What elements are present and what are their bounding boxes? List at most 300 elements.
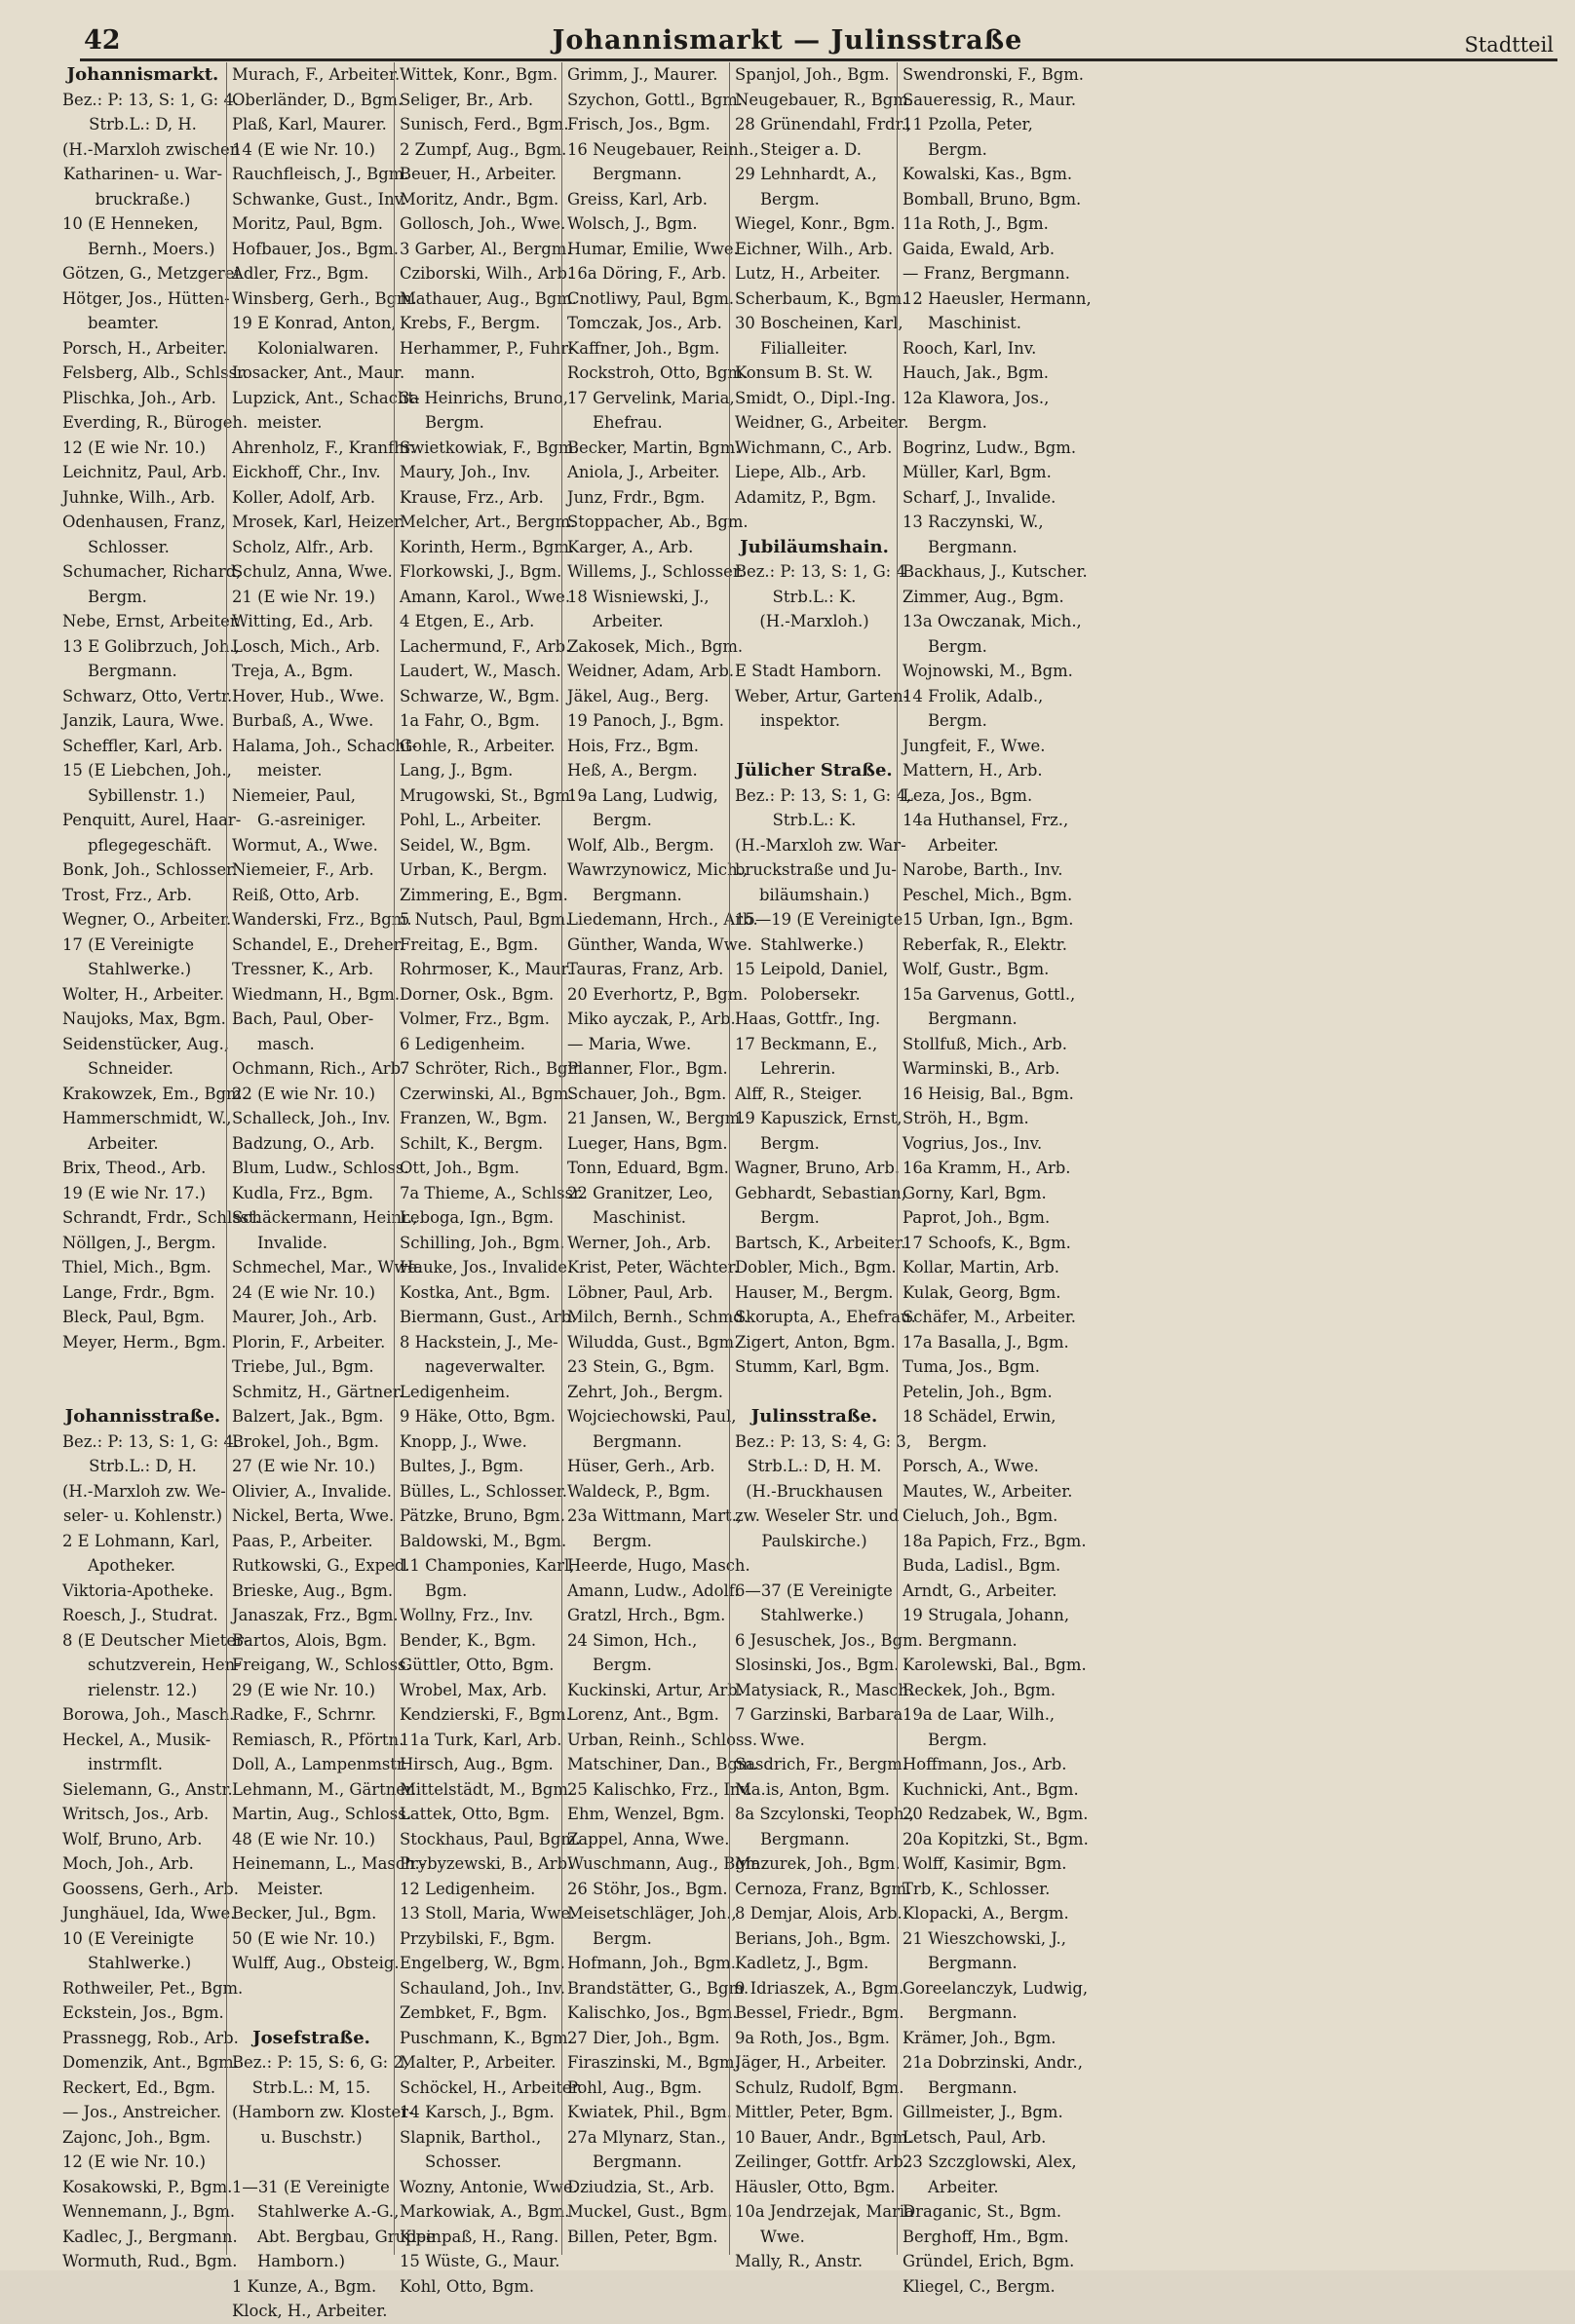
directory-entry: Meyer, Herm., Bgm. — [62, 1332, 227, 1352]
directory-entry: Kwiatek, Phil., Bgm. — [567, 2103, 732, 2121]
directory-entry: Schulz, Anna, Wwe. — [232, 562, 393, 581]
directory-entry: Trb, K., Schlosser. — [903, 1879, 1051, 1898]
spacer — [735, 634, 894, 660]
directory-entry: 1a Fahr, O., Bgm. — [400, 711, 540, 730]
directory-entry: Schneider. — [88, 1059, 173, 1078]
street-heading: Johannisstraße. — [64, 1406, 221, 1427]
directory-entry: bruckstraße und Ju- — [735, 860, 897, 879]
directory-entry: Paprot, Joh., Bgm. — [903, 1208, 1051, 1227]
directory-entry: Firaszinski, M., Bgm. — [567, 2053, 740, 2072]
directory-entry: Skorupta, A., Ehefrau. — [735, 1308, 916, 1326]
directory-entry: Bgm. — [425, 1581, 468, 1600]
spacer — [232, 2150, 391, 2175]
directory-entry: Amann, Karol., Wwe. — [400, 587, 571, 606]
directory-entry: 19a Lang, Ludwig, — [567, 785, 718, 805]
directory-entry: Scheffler, Karl, Arb. — [62, 736, 223, 755]
directory-entry: Wolf, Bruno, Arb. — [62, 1829, 203, 1848]
directory-entry: 2 Zumpf, Aug., Bgm. — [400, 139, 567, 159]
directory-entry: 15 Urban, Ign., Bgm. — [903, 910, 1074, 929]
directory-entry: inspektor. — [760, 711, 841, 730]
directory-entry: 29 Lehnhardt, A., — [735, 165, 877, 183]
directory-entry: 10a Jendrzejak, Maria — [735, 2202, 914, 2221]
directory-entry: Tomczak, Jos., Arb. — [567, 314, 722, 332]
directory-entry: 14a Huthansel, Frz., — [903, 811, 1069, 829]
directory-entry: Baldowski, M., Bgm. — [400, 1531, 567, 1550]
directory-entry: Liedemann, Hrch., Arb. — [567, 910, 758, 929]
directory-entry: Kuchnicki, Ant., Bgm. — [903, 1779, 1079, 1799]
directory-entry: Bonk, Joh., Schlosser. — [62, 860, 238, 879]
directory-entry: Maury, Joh., Inv. — [400, 463, 531, 481]
directory-entry: 12a Klawora, Jos., — [903, 388, 1050, 407]
directory-entry: 26 Stöhr, Jos., Bgm. — [567, 1879, 728, 1898]
directory-entry: 17a Basalla, J., Bgm. — [903, 1332, 1069, 1352]
page-title: Johannismarkt — Julinsstraße — [552, 25, 1023, 56]
directory-entry: Treja, A., Bgm. — [232, 662, 354, 680]
directory-entry: Kolonialwaren. — [257, 338, 379, 358]
directory-entry: Domenzik, Ant., Bgm. — [62, 2053, 239, 2072]
directory-entry: Schosser. — [425, 2153, 502, 2171]
directory-entry: Meister. — [257, 1879, 324, 1898]
spacer — [735, 1553, 894, 1579]
directory-entry: Bergmann. — [928, 1954, 1018, 1972]
directory-entry: Kudla, Frz., Bgm. — [232, 1183, 374, 1202]
directory-entry: Kleinpaß, H., Rang. — [400, 2227, 559, 2246]
directory-entry: Bach, Paul, Ober- — [232, 1010, 374, 1028]
directory-entry: Bergm. — [760, 189, 820, 209]
directory-entry: Hirsch, Aug., Bgm. — [400, 1755, 554, 1773]
directory-entry: Swendronski, F., Bgm. — [903, 65, 1085, 84]
directory-entry: Zigert, Anton, Bgm. — [735, 1332, 896, 1352]
directory-entry: Wollny, Frz., Inv. — [400, 1606, 534, 1624]
directory-entry: Matysiack, R., Masch. — [735, 1680, 914, 1699]
directory-entry: 24 (E wie Nr. 10.) — [232, 1282, 376, 1302]
directory-entry: Wulff, Aug., Obsteig. — [232, 1954, 400, 1972]
directory-entry: Rutkowski, G., Exped. — [232, 1556, 410, 1575]
directory-entry: Klopacki, A., Bergm. — [903, 1904, 1069, 1923]
directory-entry: Bergmann. — [928, 537, 1018, 556]
directory-entry: 16a Döring, F., Arb. — [567, 264, 727, 283]
directory-entry: Berghoff, Hm., Bgm. — [903, 2227, 1069, 2246]
directory-entry: Wojnowski, M., Bgm. — [903, 662, 1073, 680]
directory-entry: 15 Wüste, G., Maur. — [400, 2252, 560, 2270]
directory-entry: Apotheker. — [88, 1556, 175, 1575]
directory-entry: Dorner, Osk., Bgm. — [400, 984, 555, 1004]
directory-entry: Puschmann, K., Bgm. — [400, 2028, 573, 2047]
directory-entry: — Franz, Bergmann. — [903, 264, 1070, 283]
directory-entry: Billen, Peter, Bgm. — [567, 2227, 718, 2246]
directory-entry: Scherbaum, K., Bgm. — [735, 288, 907, 308]
directory-entry: Wennemann, J., Bgm. — [62, 2202, 236, 2221]
directory-entry: Kaffner, Joh., Bgm. — [567, 338, 720, 358]
spacer — [735, 1380, 894, 1405]
directory-entry: Mally, R., Anstr. — [735, 2252, 864, 2270]
directory-entry: E Stadt Hamborn. — [735, 662, 882, 680]
directory-entry: 25 Kalischko, Frz., Inv. — [567, 1779, 752, 1799]
directory-entry: Nöllgen, J., Bergm. — [62, 1233, 216, 1252]
page-header — [0, 21, 1575, 60]
directory-entry: meister. — [257, 761, 323, 780]
directory-entry: Stahlwerke.) — [760, 934, 864, 954]
directory-entry: Reckek, Joh., Bgm. — [903, 1680, 1056, 1699]
directory-entry: 48 (E wie Nr. 10.) — [232, 1829, 376, 1848]
directory-entry: 8a Szcylonski, Teoph., — [735, 1805, 915, 1823]
directory-entry: Wormut, A., Wwe. — [232, 835, 378, 855]
directory-entry: Kowalski, Kas., Bgm. — [903, 165, 1073, 183]
directory-entry: 23 Stein, G., Bgm. — [567, 1357, 715, 1376]
directory-entry: (H.-Marxloh zw. We- — [62, 1481, 226, 1501]
directory-entry: 19 (E wie Nr. 17.) — [62, 1183, 207, 1202]
directory-entry: Bergmann. — [928, 2077, 1018, 2097]
directory-entry: Draganic, St., Bgm. — [903, 2202, 1062, 2221]
directory-entry: Bergm. — [928, 413, 987, 432]
directory-entry: Arndt, G., Arbeiter. — [903, 1581, 1057, 1600]
directory-entry: Wwe. — [760, 2227, 805, 2246]
directory-entry: Brieske, Aug., Bgm. — [232, 1581, 394, 1600]
directory-entry: Seidel, W., Bgm. — [400, 835, 531, 855]
directory-entry: Wojciechowski, Paul, — [567, 1407, 737, 1426]
directory-entry: Felsberg, Alb., Schlssr. — [62, 363, 249, 382]
directory-entry: Schilt, K., Bergm. — [400, 1133, 544, 1153]
directory-entry: Lehmann, M., Gärtner. — [232, 1779, 417, 1799]
directory-entry: Trost, Frz., Arb. — [62, 885, 192, 904]
directory-entry: Brix, Theod., Arb. — [62, 1159, 207, 1177]
directory-entry: Szychon, Gottl., Bgm. — [567, 90, 744, 109]
directory-entry: Koller, Adolf, Arb. — [232, 487, 376, 507]
directory-entry: 17 Gervelink, Maria, — [567, 388, 735, 407]
directory-entry: 21 Wieszchowski, J., — [903, 1928, 1066, 1948]
directory-entry: Mittelstädt, M., Bgm. — [400, 1779, 574, 1799]
directory-entry: Ströh, H., Bgm. — [903, 1109, 1029, 1127]
directory-entry: schutzverein, Hen- — [88, 1656, 241, 1674]
directory-entry: Mrosek, Karl, Heizer. — [232, 513, 405, 531]
directory-entry: Freigang, W., Schloss. — [232, 1656, 411, 1674]
directory-entry: Löbner, Paul, Arb. — [567, 1282, 713, 1302]
directory-entry: 5 Nutsch, Paul, Bgm. — [400, 910, 571, 929]
directory-entry: (H.-Marxloh zwischen — [62, 139, 241, 159]
directory-entry: Bergm. — [88, 587, 147, 606]
directory-entry: instrmflt. — [88, 1755, 163, 1773]
directory-entry: Heerde, Hugo, Masch. — [567, 1556, 750, 1575]
directory-entry: Wiludda, Gust., Bgm. — [567, 1332, 740, 1352]
directory-entry: Wuschmann, Aug., Bgm. — [567, 1854, 766, 1873]
directory-entry: Warminski, B., Arb. — [903, 1059, 1060, 1078]
directory-entry: Ledigenheim. — [400, 1382, 511, 1401]
directory-entry: Writsch, Jos., Arb. — [62, 1805, 210, 1823]
directory-entry: Schöckel, H., Arbeiter. — [400, 2077, 583, 2097]
directory-entry: Hois, Frz., Bgm. — [567, 736, 699, 755]
directory-entry: 22 Granitzer, Leo, — [567, 1183, 713, 1202]
directory-entry: Bergmann. — [928, 2003, 1018, 2022]
directory-entry: Arbeiter. — [593, 612, 664, 630]
directory-entry: Wormuth, Rud., Bgm. — [62, 2252, 238, 2270]
directory-entry: Abt. Bergbau, Gruppe — [257, 2227, 436, 2246]
directory-entry: Wiedmann, H., Bgm. — [232, 984, 401, 1004]
directory-entry: Wichmann, C., Arb. — [735, 438, 893, 457]
directory-entry: (H.-Marxloh.) — [759, 612, 869, 630]
directory-entry: 14 Karsch, J., Bgm. — [400, 2103, 555, 2121]
directory-entry: Haas, Gottfr., Ing. — [735, 1010, 881, 1028]
directory-entry: Bergmann. — [593, 885, 682, 904]
directory-entry: Kollar, Martin, Arb. — [903, 1258, 1059, 1276]
directory-column-3 — [394, 62, 589, 2296]
directory-entry: Strb.L.: K. — [772, 587, 857, 606]
directory-entry: 19 E Konrad, Anton, — [232, 314, 397, 332]
directory-entry: 9 Idriaszek, A., Bgm. — [735, 1978, 904, 1998]
directory-entry: 14 (E wie Nr. 10.) — [232, 139, 376, 159]
directory-entry: Bogrinz, Ludw., Bgm. — [903, 438, 1077, 457]
directory-entry: Matschiner, Dan., Bgm. — [567, 1755, 758, 1773]
directory-entry: 13 E Golibrzuch, Joh., — [62, 636, 240, 656]
header-rule — [80, 58, 1557, 61]
directory-entry: Krause, Frz., Arb. — [400, 487, 544, 507]
directory-entry: 15 Leipold, Daniel, — [735, 960, 889, 978]
directory-entry: 9a Roth, Jos., Bgm. — [735, 2028, 890, 2047]
directory-entry: Plorin, F., Arbeiter. — [232, 1332, 386, 1352]
directory-entry: Korinth, Herm., Bgm. — [400, 537, 575, 556]
directory-entry: Sunisch, Ferd., Bgm. — [400, 115, 569, 133]
directory-entry: Bartos, Alois, Bgm. — [232, 1630, 388, 1650]
directory-entry: Weber, Artur, Garten- — [735, 686, 909, 705]
directory-entry: Scholz, Alfr., Arb. — [232, 537, 374, 556]
directory-entry: 9 Häke, Otto, Bgm. — [400, 1407, 556, 1426]
directory-entry: Wrobel, Max, Arb. — [400, 1680, 548, 1699]
directory-entry: Reckert, Ed., Bgm. — [62, 2077, 216, 2097]
directory-entry: Winsberg, Gerh., Bgm. — [232, 288, 417, 308]
directory-entry: 18a Papich, Frz., Bgm. — [903, 1531, 1087, 1550]
directory-entry: Peschel, Mich., Bgm. — [903, 885, 1073, 904]
directory-entry: Wozny, Antonie, Wwe. — [400, 2177, 578, 2196]
directory-entry: 27a Mlynarz, Stan., — [567, 2127, 726, 2147]
directory-entry: Witting, Ed., Arb. — [232, 612, 374, 630]
directory-entry: Lupzick, Ant., Schacht- — [232, 388, 420, 407]
directory-entry: zw. Weseler Str. und — [735, 1506, 900, 1525]
directory-entry: Bernh., Moers.) — [88, 239, 215, 258]
directory-entry: Odenhausen, Franz, — [62, 513, 226, 531]
directory-entry: 20a Kopitzki, St., Bgm. — [903, 1829, 1089, 1848]
directory-entry: Strb.L.: D, H. — [89, 1457, 197, 1475]
directory-entry: 15—19 (E Vereinigte — [735, 910, 903, 929]
directory-entry: Krist, Peter, Wächter. — [567, 1258, 739, 1276]
directory-entry: Gebhardt, Sebastian, — [735, 1183, 906, 1202]
directory-entry: Strb.L.: K. — [772, 811, 857, 829]
directory-entry: Stahlwerke.) — [760, 1606, 864, 1624]
directory-entry: 12 Haeusler, Hermann, — [903, 288, 1092, 308]
directory-entry: Juhnke, Wilh., Arb. — [62, 487, 215, 507]
directory-entry: Kendzierski, F., Bgm. — [400, 1705, 571, 1724]
directory-entry: Prassnegg, Rob., Arb. — [62, 2028, 239, 2047]
directory-entry: — Maria, Wwe. — [567, 1034, 692, 1053]
directory-entry: Müller, Karl, Bgm. — [903, 463, 1052, 481]
directory-entry: Biermann, Gust., Arb. — [400, 1308, 577, 1326]
directory-entry: Slapnik, Barthol., — [400, 2127, 542, 2147]
directory-entry: 11 Pzolla, Peter, — [903, 115, 1033, 133]
directory-entry: Bergmann. — [928, 1630, 1018, 1650]
directory-entry: 12 Ledigenheim. — [400, 1879, 536, 1898]
page-number: 42 — [84, 25, 121, 56]
spacer — [232, 1976, 391, 2001]
directory-entry: Kosakowski, P., Bgm. — [62, 2177, 233, 2196]
directory-entry: Zakosek, Mich., Bgm. — [567, 636, 744, 656]
directory-entry: Leboga, Ign., Bgm. — [400, 1208, 555, 1227]
directory-entry: 28 Grünendahl, Frdr., — [735, 115, 912, 133]
directory-entry: Stoppacher, Ab., Bgm. — [567, 513, 749, 531]
directory-entry: Maschinist. — [593, 1208, 686, 1227]
spacer — [232, 2000, 391, 2026]
directory-entry: Moritz, Paul, Bgm. — [232, 214, 383, 233]
directory-entry: Krebs, F., Bergm. — [400, 314, 541, 332]
directory-entry: Schmechel, Mar., Wwe. — [232, 1258, 423, 1276]
street-heading: Johannismarkt. — [66, 64, 219, 85]
directory-entry: Cieluch, Joh., Bgm. — [903, 1506, 1058, 1525]
directory-entry: Bergmann. — [760, 1829, 850, 1848]
directory-entry: Saueressig, R., Maur. — [903, 90, 1077, 109]
directory-entry: Arbeiter. — [88, 1133, 159, 1153]
directory-entry: Cnotliwy, Paul, Bgm. — [567, 288, 735, 308]
directory-entry: Rauchfleisch, J., Bgm. — [232, 165, 409, 183]
directory-entry: Eichner, Wilh., Arb. — [735, 239, 894, 258]
directory-entry: Moch, Joh., Arb. — [62, 1854, 194, 1873]
directory-entry: Meisetschläger, Joh., — [567, 1904, 737, 1923]
directory-entry: Maurer, Joh., Arb. — [232, 1308, 378, 1326]
directory-entry: Buda, Ladisl., Bgm. — [903, 1556, 1061, 1575]
directory-entry: biläumshain.) — [759, 885, 869, 904]
directory-entry: Mathauer, Aug., Bgm. — [400, 288, 577, 308]
directory-entry: Porsch, H., Arbeiter. — [62, 338, 228, 358]
directory-entry: Tonn, Eduard, Bgm. — [567, 1159, 729, 1177]
directory-entry: Janaszak, Frz., Bgm. — [232, 1606, 399, 1624]
directory-entry: (Hamborn zw. Kloster- — [232, 2103, 414, 2121]
directory-entry: 16a Kramm, H., Arb. — [903, 1159, 1071, 1177]
directory-entry: Bez.: P: 15, S: 6, G: 2, — [232, 2053, 409, 2072]
directory-entry: Reiß, Otto, Arb. — [232, 885, 360, 904]
directory-entry: Zehrt, Joh., Bergm. — [567, 1382, 723, 1401]
directory-entry: Reberfak, R., Elektr. — [903, 934, 1067, 954]
directory-entry: Remiasch, R., Pförtn. — [232, 1730, 404, 1749]
directory-entry: Losacker, Ant., Maur. — [232, 363, 405, 382]
directory-entry: 17 Beckmann, E., — [735, 1034, 878, 1053]
directory-entry: Volmer, Frz., Bgm. — [400, 1010, 550, 1028]
directory-entry: 4 Etgen, E., Arb. — [400, 612, 535, 630]
directory-entry: Jäger, H., Arbeiter. — [735, 2053, 887, 2072]
directory-entry: Przybilski, F., Bgm. — [400, 1928, 556, 1948]
directory-entry: Zeilinger, Gottfr. Arb. — [735, 2153, 909, 2171]
directory-entry: Bergm. — [425, 413, 484, 432]
directory-entry: 23 Szczglowski, Alex, — [903, 2153, 1077, 2171]
directory-entry: Rooch, Karl, Inv. — [903, 338, 1037, 358]
directory-entry: Häusler, Otto, Bgm. — [735, 2177, 896, 2196]
directory-entry: Brokel, Joh., Bgm. — [232, 1431, 379, 1451]
spacer — [62, 1380, 223, 1405]
directory-entry: Schlosser. — [88, 537, 170, 556]
directory-entry: 11 Champonies, Karl, — [400, 1556, 575, 1575]
directory-entry: Roesch, J., Studrat. — [62, 1606, 218, 1624]
directory-entry: Eckstein, Jos., Bgm. — [62, 2003, 224, 2022]
directory-entry: Sielemann, G., Anstr. — [62, 1779, 233, 1799]
directory-entry: 1—31 (E Vereinigte — [232, 2177, 390, 2196]
directory-entry: Bez.: P: 13, S: 1, G: 4. — [62, 1431, 240, 1451]
directory-entry: Bartsch, K., Arbeiter. — [735, 1233, 906, 1252]
directory-entry: Thiel, Mich., Bgm. — [62, 1258, 211, 1276]
directory-entry: Gollosch, Joh., Wwe. — [400, 214, 566, 233]
directory-entry: Muckel, Gust., Bgm. — [567, 2202, 733, 2221]
directory-entry: Ochmann, Rich., Arb. — [232, 1059, 406, 1078]
directory-entry: 1 Kunze, A., Bgm. — [232, 2276, 377, 2296]
directory-entry: Gorny, Karl, Bgm. — [903, 1183, 1047, 1202]
directory-entry: Nebe, Ernst, Arbeiter. — [62, 612, 242, 630]
directory-entry: Schmitz, H., Gärtner. — [232, 1382, 404, 1401]
directory-entry: Gohle, R., Arbeiter. — [400, 736, 556, 755]
directory-entry: Slosinski, Jos., Bgm. — [735, 1656, 900, 1674]
directory-entry: Bergm. — [593, 1656, 652, 1674]
spacer — [735, 510, 894, 535]
directory-entry: Radke, F., Schrnr. — [232, 1705, 377, 1724]
directory-entry: Leza, Jos., Bgm. — [903, 785, 1033, 805]
directory-entry: Arbeiter. — [928, 2177, 999, 2196]
directory-entry: Seliger, Br., Arb. — [400, 90, 534, 109]
directory-entry: Schumacher, Richard, — [62, 562, 242, 581]
directory-entry: Brandstätter, G., Bgm. — [567, 1978, 749, 1998]
directory-entry: Malter, P., Arbeiter. — [400, 2053, 557, 2072]
directory-entry: Florkowski, J., Bgm. — [400, 562, 562, 581]
directory-entry: 10 (E Vereinigte — [62, 1928, 195, 1948]
directory-entry: Strb.L.: D, H. — [89, 115, 197, 133]
directory-entry: Bergm. — [760, 1208, 820, 1227]
directory-entry: (H.-Bruckhausen — [746, 1481, 883, 1501]
directory-entry: Wittek, Konr., Bgm. — [400, 65, 558, 84]
directory-entry: 2 E Lohmann, Karl, — [62, 1531, 220, 1550]
directory-entry: Hamborn.) — [257, 2252, 345, 2270]
directory-entry: Losch, Mich., Arb. — [232, 636, 381, 656]
directory-entry: Mautes, W., Arbeiter. — [903, 1481, 1073, 1501]
directory-entry: Hüser, Gerh., Arb. — [567, 1457, 715, 1475]
directory-entry: Hauke, Jos., Invalide. — [400, 1258, 573, 1276]
directory-entry: 8 Demjar, Alois, Arb. — [735, 1904, 903, 1923]
directory-entry: Hover, Hub., Wwe. — [232, 686, 385, 705]
directory-entry: Melcher, Art., Bergm. — [400, 513, 576, 531]
directory-entry: Narobe, Barth., Inv. — [903, 860, 1063, 879]
directory-entry: Becker, Martin, Bgm. — [567, 438, 741, 457]
directory-entry: 29 (E wie Nr. 10.) — [232, 1680, 376, 1699]
directory-entry: Schauland, Joh., Inv. — [400, 1978, 565, 1998]
directory-entry: Prybyzewski, B., Arb. — [400, 1854, 573, 1873]
directory-entry: pflegegeschäft. — [88, 835, 212, 855]
directory-entry: 8 Hackstein, J., Me- — [400, 1332, 558, 1352]
directory-entry: 21 Jansen, W., Bergm. — [567, 1109, 746, 1127]
directory-entry: 11a Turk, Karl, Arb. — [400, 1730, 562, 1749]
directory-entry: Everding, R., Bürogeh. — [62, 413, 249, 432]
directory-entry: Karger, A., Arb. — [567, 537, 694, 556]
directory-entry: (H.-Marxloh zw. War- — [735, 835, 906, 855]
directory-entry: Cziborski, Wilh., Arb. — [400, 264, 573, 283]
directory-entry: 12 (E wie Nr. 10.) — [62, 2153, 207, 2171]
directory-entry: Arbeiter. — [928, 835, 999, 855]
directory-entry: 7 Garzinski, Barbara — [735, 1705, 903, 1724]
directory-entry: Dobler, Mich., Bgm. — [735, 1258, 897, 1276]
directory-entry: Bultes, J., Bgm. — [400, 1457, 524, 1475]
directory-entry: Goreelanczyk, Ludwig, — [903, 1978, 1089, 1998]
directory-entry: Engelberg, W., Bgm. — [400, 1954, 565, 1972]
directory-entry: Werner, Joh., Arb. — [567, 1233, 711, 1252]
directory-entry: mann. — [425, 363, 476, 382]
directory-entry: nageverwalter. — [425, 1357, 546, 1376]
directory-entry: seler- u. Kohlenstr.) — [63, 1506, 222, 1525]
directory-entry: 27 Dier, Joh., Bgm. — [567, 2028, 720, 2047]
directory-entry: 24 Simon, Hch., — [567, 1630, 698, 1650]
street-heading: Josefstraße. — [252, 2027, 370, 2048]
directory-entry: 19 Strugala, Johann, — [903, 1606, 1070, 1624]
directory-entry: Alff, R., Steiger. — [735, 1084, 863, 1103]
directory-entry: 27 (E wie Nr. 10.) — [232, 1457, 376, 1475]
